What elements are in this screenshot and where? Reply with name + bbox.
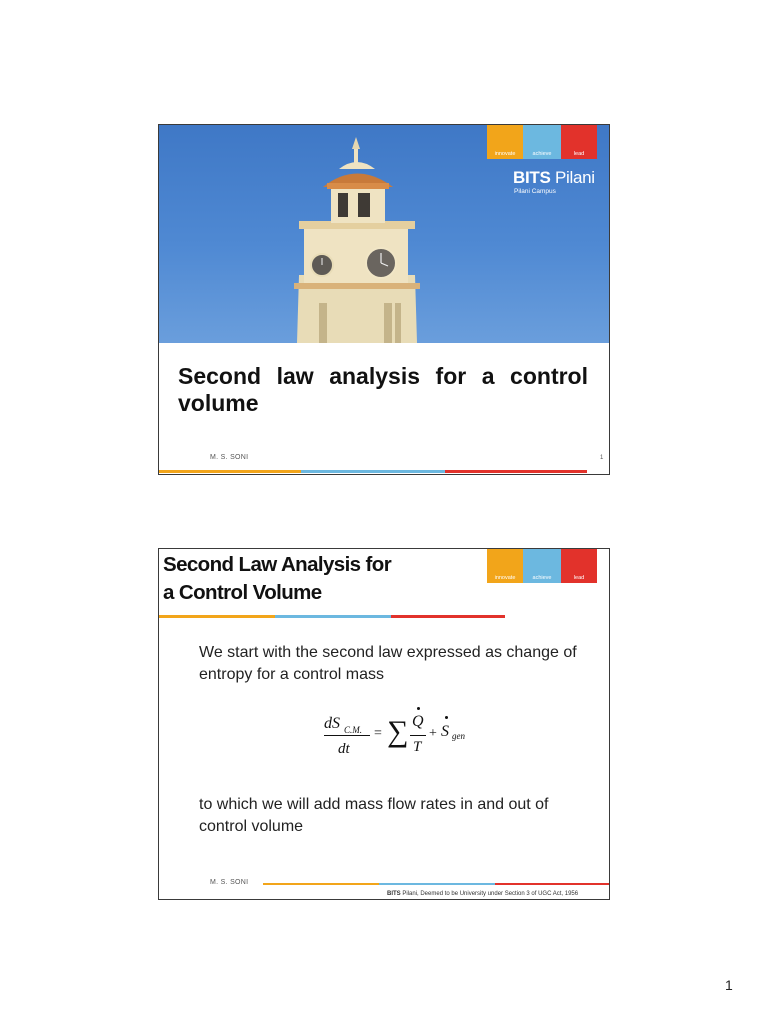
outro-paragraph: to which we will add mass flow rates in and out of control volume (199, 796, 549, 835)
footer-stripe-blue (301, 470, 445, 473)
logo-word-innovate: innovate (494, 151, 516, 157)
footer-stripe-orange (263, 883, 379, 885)
title-slide (158, 124, 610, 475)
title-line-2: a Control Volume (163, 581, 322, 604)
footer-stripe-blue (379, 883, 495, 885)
logo-word-lead: lead (573, 151, 585, 157)
content-slide (158, 548, 610, 900)
brand-light: Pilani (554, 168, 595, 187)
hero-banner (159, 125, 609, 343)
eq-q-fraction-bar (410, 735, 426, 736)
institution-bold: BITS (387, 891, 401, 897)
title-stripe-red (391, 615, 505, 618)
institution-footer (387, 891, 578, 897)
footer-stripe-red (495, 883, 609, 885)
bits-logo (487, 125, 597, 159)
brand-name (513, 168, 595, 188)
institution-rest: Pilani, Deemed to be University under Section 3 of UGC Act, 1956 (400, 891, 579, 897)
logo-word-achieve: achieve (532, 575, 552, 581)
eq-q-dot (417, 707, 420, 710)
eq-s: S (441, 723, 449, 740)
author-footer: M. S. SONI (210, 879, 249, 886)
title-line-1: Second Law Analysis for (163, 553, 392, 576)
author-footer: M. S. SONI (210, 454, 249, 461)
slide-title (163, 551, 463, 607)
eq-sum-symbol: ∑ (387, 715, 409, 748)
eq-plus: + (429, 726, 437, 741)
eq-s-subscript: gen (452, 731, 465, 741)
title-stripe-blue (275, 615, 391, 618)
footer-stripe-orange (159, 470, 301, 473)
logo-word-innovate: innovate (494, 575, 516, 581)
eq-lhs-fraction-bar (324, 735, 370, 736)
logo-word-lead: lead (573, 575, 585, 581)
intro-paragraph: We start with the second law expressed as change of entropy for a control mass (199, 644, 577, 683)
eq-lhs-subscript: C.M. (344, 725, 362, 735)
bits-logo (487, 549, 597, 583)
eq-q-denominator: T (413, 739, 422, 755)
campus-label: Pilani Campus (514, 188, 556, 195)
eq-equals: = (374, 726, 382, 741)
title-stripe-orange (159, 615, 275, 618)
footer-stripe-red (445, 470, 587, 473)
document-page-number: 1 (725, 977, 733, 993)
entropy-equation (324, 699, 484, 769)
eq-lhs-numerator: dS (324, 715, 340, 732)
slide-title: Second law analysis for a control volume (178, 363, 588, 416)
brand-bold: BITS (513, 168, 551, 187)
eq-q-numerator: Q (412, 713, 424, 730)
eq-lhs-denominator: dt (338, 741, 350, 757)
logo-word-achieve: achieve (532, 151, 552, 157)
slide-page-number: 1 (600, 455, 604, 461)
eq-s-dot (445, 716, 448, 719)
